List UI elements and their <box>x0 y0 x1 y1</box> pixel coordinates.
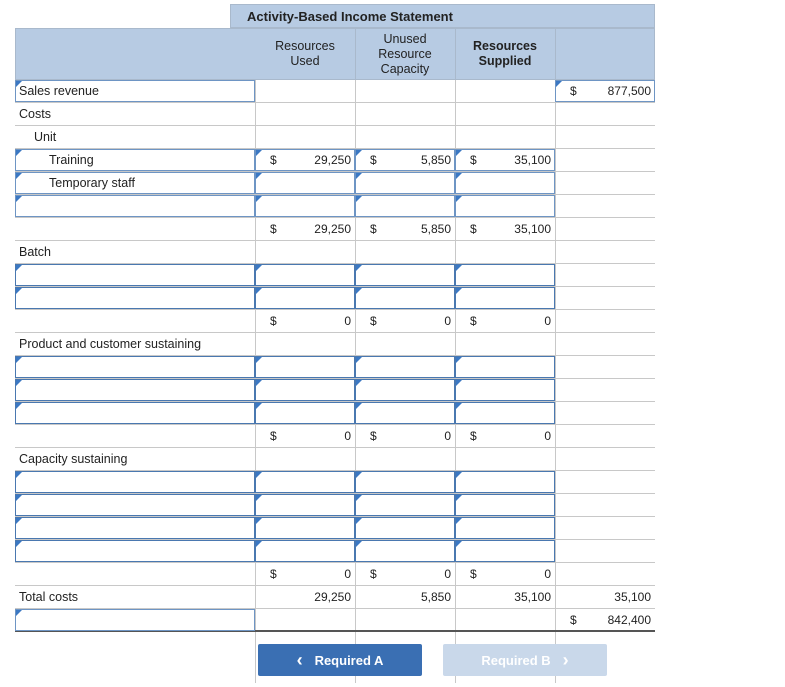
capacity-subtotal-unused: 0 <box>444 567 451 581</box>
required-a-label: Required A <box>314 652 384 668</box>
product-input-row <box>15 379 655 402</box>
product-unused-input-2[interactable] <box>355 379 455 401</box>
total-costs-unused: 5,850 <box>420 590 451 604</box>
capacity-used-input-4[interactable] <box>255 540 355 562</box>
required-a-button[interactable] <box>258 644 422 676</box>
batch-subtotal-row <box>15 310 655 333</box>
capacity-input-row <box>15 540 655 563</box>
dollar-sign: $ <box>470 429 477 443</box>
product-subtotal-unused: 0 <box>444 429 451 443</box>
batch-used-input-2[interactable] <box>255 287 355 309</box>
income-statement-table <box>15 4 655 633</box>
chevron-right-icon: › <box>562 649 569 670</box>
capacity-label: Capacity sustaining <box>19 452 128 466</box>
net-value: 842,400 <box>607 613 651 627</box>
total-costs-label: Total costs <box>19 590 79 604</box>
product-supplied-input-3[interactable] <box>455 402 555 424</box>
dollar-sign: $ <box>370 222 377 236</box>
unit-extra-unused-input[interactable] <box>355 195 455 217</box>
batch-unused-input-1[interactable] <box>355 264 455 286</box>
capacity-used-input-2[interactable] <box>255 494 355 516</box>
capacity-subtotal-used: 0 <box>344 567 351 581</box>
capacity-subtotal-supplied: 0 <box>544 567 551 581</box>
product-label-input-3[interactable] <box>15 402 255 424</box>
batch-unused-input-2[interactable] <box>355 287 455 309</box>
unit-blank-row <box>15 195 655 218</box>
training-used: 29,250 <box>314 153 351 167</box>
training-unused: 5,850 <box>420 153 451 167</box>
capacity-supplied-input-2[interactable] <box>455 494 555 516</box>
product-used-input-3[interactable] <box>255 402 355 424</box>
batch-label-input-2[interactable] <box>15 287 255 309</box>
batch-used-input-1[interactable] <box>255 264 355 286</box>
product-label-input-2[interactable] <box>15 379 255 401</box>
batch-input-row <box>15 287 655 310</box>
dollar-sign: $ <box>270 314 277 328</box>
required-b-button[interactable] <box>443 644 607 676</box>
sales-revenue-label: Sales revenue <box>19 84 99 98</box>
dollar-sign: $ <box>370 314 377 328</box>
unit-extra-supplied-input[interactable] <box>455 195 555 217</box>
training-row <box>15 149 655 172</box>
capacity-supplied-input-1[interactable] <box>455 471 555 493</box>
dollar-sign: $ <box>470 222 477 236</box>
capacity-used-input-3[interactable] <box>255 517 355 539</box>
capacity-label-input-3[interactable] <box>15 517 255 539</box>
capacity-used-input-1[interactable] <box>255 471 355 493</box>
product-unused-input-1[interactable] <box>355 356 455 378</box>
costs-row <box>15 103 655 126</box>
temp-supplied-input[interactable] <box>455 172 555 194</box>
temporary-staff-label: Temporary staff <box>49 176 135 190</box>
unit-label: Unit <box>34 130 57 144</box>
sales-revenue-value: 877,500 <box>607 84 651 98</box>
dollar-sign: $ <box>270 153 277 167</box>
unit-row <box>15 126 655 149</box>
unit-subtotal-supplied: 35,100 <box>514 222 551 236</box>
product-subtotal-supplied: 0 <box>544 429 551 443</box>
unit-subtotal-used: 29,250 <box>314 222 351 236</box>
capacity-input-row <box>15 517 655 540</box>
product-customer-label: Product and customer sustaining <box>19 337 202 351</box>
dollar-sign: $ <box>470 314 477 328</box>
capacity-unused-input-3[interactable] <box>355 517 455 539</box>
unit-extra-used-input[interactable] <box>255 195 355 217</box>
dollar-sign: $ <box>370 567 377 581</box>
product-input-row <box>15 402 655 425</box>
total-costs-used: 29,250 <box>314 590 351 604</box>
temp-used-input[interactable] <box>255 172 355 194</box>
capacity-input-row <box>15 494 655 517</box>
chevron-left-icon: ‹ <box>296 649 303 670</box>
dollar-sign: $ <box>270 222 277 236</box>
unit-subtotal-row <box>15 218 655 241</box>
total-costs-final: 35,100 <box>614 590 651 604</box>
training-label: Training <box>49 153 94 167</box>
unit-subtotal-unused: 5,850 <box>420 222 451 236</box>
batch-label: Batch <box>19 245 51 259</box>
dollar-sign: $ <box>270 567 277 581</box>
dollar-sign: $ <box>270 429 277 443</box>
product-used-input-2[interactable] <box>255 379 355 401</box>
dollar-sign: $ <box>370 429 377 443</box>
temp-unused-input[interactable] <box>355 172 455 194</box>
col-unused-capacity: Unused Resource Capacity <box>378 32 432 76</box>
batch-row <box>15 241 655 264</box>
dollar-sign: $ <box>370 153 377 167</box>
capacity-label-input-4[interactable] <box>15 540 255 562</box>
capacity-label-input-2[interactable] <box>15 494 255 516</box>
training-supplied: 35,100 <box>514 153 551 167</box>
net-label-input[interactable] <box>15 609 255 631</box>
statement-title: Activity-Based Income Statement <box>247 9 453 24</box>
sales-revenue-row <box>15 80 655 103</box>
batch-input-row <box>15 264 655 287</box>
total-costs-supplied: 35,100 <box>514 590 551 604</box>
product-supplied-input-2[interactable] <box>455 379 555 401</box>
net-row <box>15 609 655 632</box>
sales-dollar: $ <box>570 84 577 98</box>
capacity-row <box>15 448 655 471</box>
product-label-input-1[interactable] <box>15 356 255 378</box>
batch-label-input-1[interactable] <box>15 264 255 286</box>
capacity-unused-input-1[interactable] <box>355 471 455 493</box>
batch-subtotal-supplied: 0 <box>544 314 551 328</box>
dollar-sign: $ <box>570 613 577 627</box>
capacity-subtotal-row <box>15 563 655 586</box>
dollar-sign: $ <box>470 153 477 167</box>
total-costs-row <box>15 586 655 609</box>
product-input-row <box>15 356 655 379</box>
col-resources-used: Resources Used <box>275 39 335 68</box>
product-unused-input-3[interactable] <box>355 402 455 424</box>
capacity-supplied-input-4[interactable] <box>455 540 555 562</box>
temporary-staff-row <box>15 172 655 195</box>
product-customer-row <box>15 333 655 356</box>
batch-supplied-input-2[interactable] <box>455 287 555 309</box>
dollar-sign: $ <box>470 567 477 581</box>
batch-subtotal-used: 0 <box>344 314 351 328</box>
capacity-unused-input-2[interactable] <box>355 494 455 516</box>
product-used-input-1[interactable] <box>255 356 355 378</box>
batch-supplied-input-1[interactable] <box>455 264 555 286</box>
unit-extra-label-input[interactable] <box>15 195 255 217</box>
capacity-input-row <box>15 471 655 494</box>
product-supplied-input-1[interactable] <box>455 356 555 378</box>
required-b-label: Required B <box>481 652 551 668</box>
product-subtotal-used: 0 <box>344 429 351 443</box>
capacity-unused-input-4[interactable] <box>355 540 455 562</box>
product-subtotal-row <box>15 425 655 448</box>
col-resources-supplied: Resources Supplied <box>473 39 537 68</box>
capacity-supplied-input-3[interactable] <box>455 517 555 539</box>
capacity-label-input-1[interactable] <box>15 471 255 493</box>
batch-subtotal-unused: 0 <box>444 314 451 328</box>
costs-label: Costs <box>19 107 51 121</box>
